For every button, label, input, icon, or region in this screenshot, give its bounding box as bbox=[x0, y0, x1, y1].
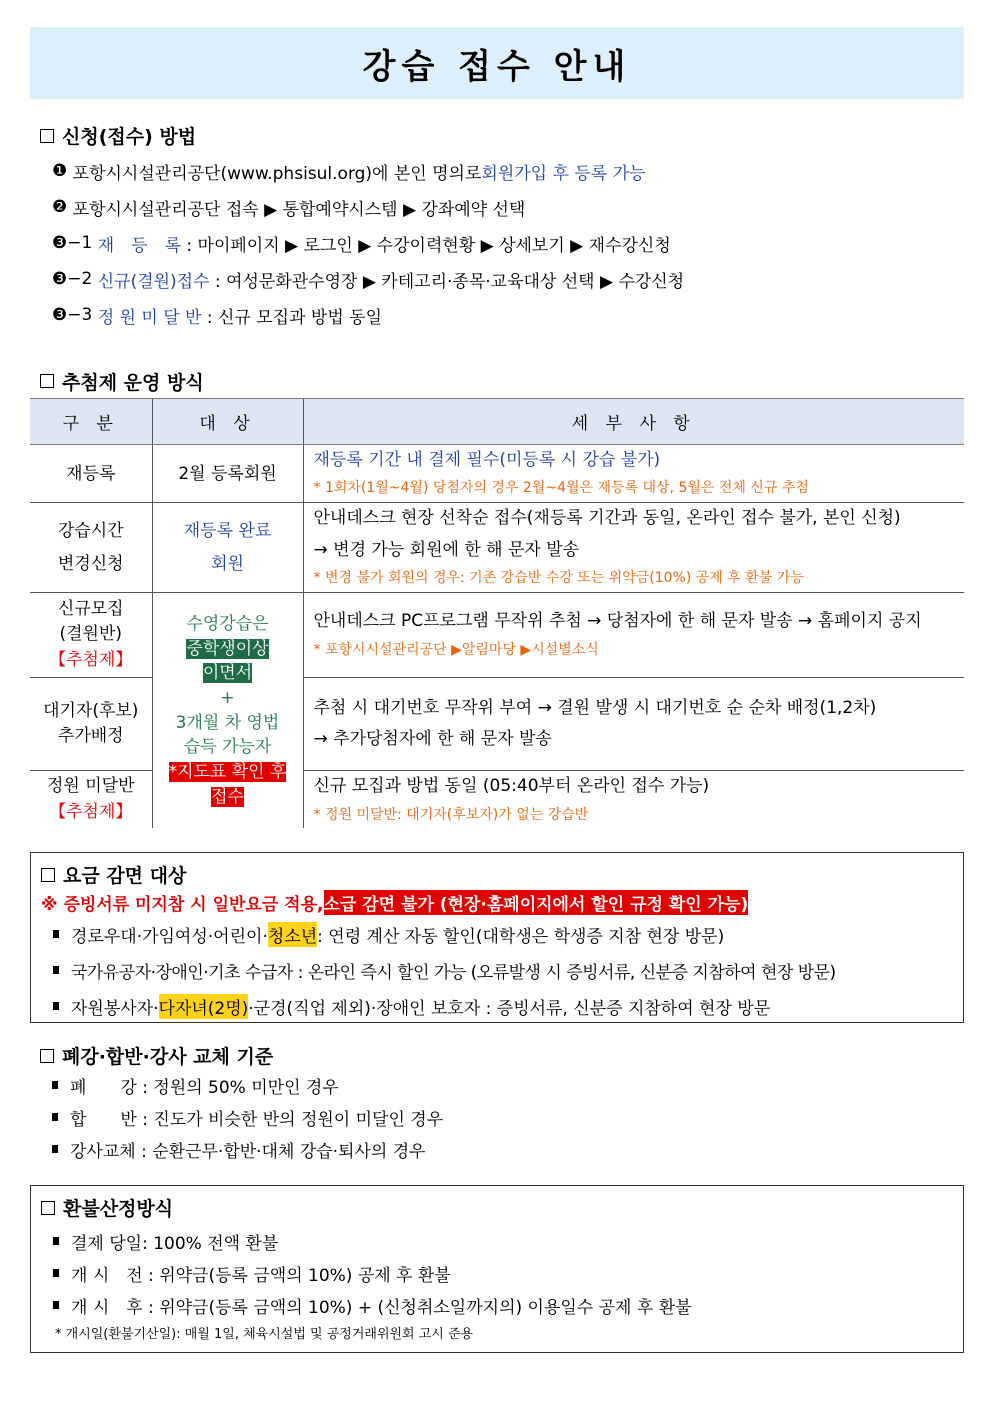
item-text: 국가유공자·장애인·기초 수급자 : 온라인 즉시 할인 가능 (오류발생 시 증빙서류, 신분증 지참하여 현장 방문) bbox=[71, 962, 836, 983]
method-line-2 bbox=[52, 189, 964, 225]
cell-text: (결원반) bbox=[59, 624, 123, 645]
highlight-text: *지도표 확인 후 bbox=[168, 762, 287, 783]
detail-text: 안내데스크 현장 선착순 접수(재등록 기간과 동일, 온라인 접수 불가, 본인 신청) bbox=[313, 508, 901, 529]
cell-text: 수영강습은 bbox=[186, 614, 269, 635]
step-number: ❸−2 bbox=[52, 269, 93, 289]
section-heading: 폐강·합반·강사 교체 기준 bbox=[62, 1046, 274, 1068]
table-row bbox=[30, 445, 964, 503]
notice-text: ※ 증빙서류 미지참 시 일반요금 적용, bbox=[41, 894, 324, 915]
category-cell bbox=[30, 593, 152, 678]
detail-cell bbox=[303, 678, 964, 771]
item-text: 개 시 후 : 위약금(등록 금액의 10%) + (신청취소일까지의) 이용일수 공제 후 환불 bbox=[71, 1297, 692, 1318]
step-text: : 신규 모집과 방법 동일 bbox=[206, 307, 382, 328]
method-line-3 bbox=[52, 225, 964, 261]
bullet-icon bbox=[52, 1145, 58, 1153]
discount-item bbox=[41, 916, 953, 952]
step-number: ❸−3 bbox=[52, 305, 93, 325]
target-cell: 2월 등록회원 bbox=[152, 445, 303, 503]
detail-text: 안내데스크 PC프로그램 무작위 추첨 → 당첨자에 한 해 문자 발송 → 홈페이지 공지 bbox=[313, 611, 922, 632]
cell-text: 【추첨제】 bbox=[49, 649, 133, 670]
detail-note: * 1회차(1월~4월) 당첨자의 경우 2월~4월은 재등록 대상, 5월은 전체 신규 추첨 bbox=[313, 480, 809, 497]
bullet-icon bbox=[53, 1237, 59, 1245]
step-number: ❷ bbox=[52, 197, 68, 217]
cell-text: 재등록 완료 bbox=[183, 521, 272, 542]
criteria-item bbox=[40, 1069, 964, 1101]
cell-text: 변경신청 bbox=[57, 553, 124, 574]
checkbox-square-icon bbox=[41, 868, 55, 882]
notice-highlight: 소급 감면 불가 (현장·홈페이지에서 할인 규정 확인 가능) bbox=[324, 890, 749, 915]
detail-text: → 변경 가능 회원에 한 해 문자 발송 bbox=[313, 539, 580, 560]
detail-note: * 포항시시설관리공단 ▶알림마당 ▶시설별소식 bbox=[313, 641, 599, 658]
checkbox-square-icon bbox=[41, 1201, 55, 1215]
table-row bbox=[30, 593, 964, 678]
cell-text: 정원 미달반 bbox=[46, 776, 135, 797]
cell-text: 3개월 차 영법 bbox=[175, 712, 280, 733]
criteria-item bbox=[40, 1133, 964, 1165]
item-text: 합 반 : 진도가 비슷한 반의 정원이 미달인 경우 bbox=[70, 1109, 444, 1130]
method-line-5 bbox=[52, 297, 964, 333]
bullet-icon bbox=[53, 966, 59, 974]
checkbox-square-icon bbox=[40, 129, 54, 143]
cancellation-section bbox=[30, 1042, 964, 1165]
section-heading: 신청(접수) 방법 bbox=[62, 126, 197, 148]
item-text: 개 시 전 : 위약금(등록 금액의 10%) 공제 후 환불 bbox=[71, 1265, 451, 1286]
bullet-icon bbox=[52, 1113, 58, 1121]
checkbox-square-icon bbox=[40, 374, 54, 388]
step-text: : 여성문화관수영장 ▶ 카테고리·종목·교육대상 선택 ▶ 수강신청 bbox=[214, 271, 685, 292]
section-heading: 환불산정방식 bbox=[63, 1198, 174, 1220]
category-cell bbox=[30, 771, 152, 829]
detail-text: 추첨 시 대기번호 무작위 부여 → 결원 발생 시 대기번호 순 순차 배정(1,2차) bbox=[313, 697, 877, 718]
item-text: : 연령 계산 자동 할인(대학생은 학생증 지참 현장 방문) bbox=[317, 926, 725, 947]
lottery-section bbox=[30, 364, 964, 828]
merged-target-cell bbox=[152, 593, 303, 829]
cell-text: + bbox=[220, 688, 235, 709]
category-cell bbox=[30, 678, 152, 771]
section-heading: 요금 감면 대상 bbox=[63, 865, 187, 887]
detail-text: 재등록 기간 내 결제 필수(미등록 시 강습 불가) bbox=[313, 450, 661, 470]
item-text: 경로우대·가임여성·어린이· bbox=[71, 926, 268, 947]
bullet-icon bbox=[53, 1269, 59, 1277]
step-highlight: 회원가입 후 등록 가능 bbox=[481, 163, 646, 184]
step-label: 신규(결원)접수 bbox=[97, 271, 210, 292]
checkbox-square-icon bbox=[40, 1049, 54, 1063]
category-cell bbox=[30, 503, 152, 593]
discount-item bbox=[41, 952, 953, 988]
step-text: 포항시시설관리공단(www.phsisul.org)에 본인 명의로 bbox=[72, 163, 482, 184]
detail-note: * 변경 불가 회원의 경우: 기존 강습반 수강 또는 위약금(10%) 공제 후 환불 가능 bbox=[313, 570, 804, 587]
fee-discount-section bbox=[30, 852, 964, 1023]
refund-note: * 개시일(환불기산일): 매월 1일, 체육시설법 및 공정거래위원회 고시 준용 bbox=[55, 1327, 474, 1342]
highlight-text: 중학생이상 bbox=[186, 638, 269, 659]
highlight-text: 접수 bbox=[211, 786, 244, 807]
item-text: 결제 당일: 100% 전액 환불 bbox=[71, 1233, 279, 1254]
item-text: ·군경(직업 제외)·장애인 보호자 : 증빙서류, 신분증 지참하여 현장 방문 bbox=[248, 998, 771, 1019]
cell-text: 추가배정 bbox=[57, 726, 124, 747]
cell-text: 【추첨제】 bbox=[49, 801, 133, 822]
bullet-icon bbox=[53, 1301, 59, 1309]
detail-text: 신규 모집과 방법 동일 (05:40부터 온라인 접수 가능) bbox=[313, 776, 710, 797]
cell-text: 강습시간 bbox=[57, 521, 124, 542]
detail-cell bbox=[303, 771, 964, 829]
lottery-table bbox=[30, 398, 964, 828]
table-row bbox=[30, 503, 964, 593]
bullet-icon bbox=[53, 930, 59, 938]
item-highlight: 청소년 bbox=[268, 922, 317, 947]
column-header: 구 분 bbox=[30, 399, 152, 445]
page-title: 강습 접수 안내 bbox=[30, 27, 964, 99]
method-line-1 bbox=[52, 153, 964, 189]
section-heading: 추첨제 운영 방식 bbox=[62, 371, 204, 394]
refund-item bbox=[41, 1289, 953, 1321]
detail-note: * 정원 미달반: 대기자(후보자)가 없는 강습반 bbox=[313, 806, 589, 823]
refund-section bbox=[30, 1185, 964, 1353]
detail-cell bbox=[303, 593, 964, 678]
detail-cell bbox=[303, 503, 964, 593]
step-label: 정 원 미 달 반 bbox=[97, 307, 202, 328]
step-label: 재 등 록 bbox=[97, 235, 181, 256]
step-text: 포항시시설관리공단 접속 ▶ 통합예약시스템 ▶ 강좌예약 선택 bbox=[72, 199, 526, 220]
item-text: 폐 강 : 정원의 50% 미만인 경우 bbox=[70, 1077, 339, 1098]
step-number: ❶ bbox=[52, 161, 68, 181]
step-text: : 마이페이지 ▶ 로그인 ▶ 수강이력현황 ▶ 상세보기 ▶ 재수강신청 bbox=[186, 235, 671, 256]
bullet-icon bbox=[53, 1002, 59, 1010]
cell-text: 대기자(후보) bbox=[43, 700, 139, 721]
detail-text: → 추가당첨자에 한 해 문자 발송 bbox=[313, 729, 552, 750]
criteria-item bbox=[40, 1101, 964, 1133]
cell-text: 습득 가능자 bbox=[183, 737, 272, 758]
item-text: 강사교체 : 순환근무·합반·대체 강습·퇴사의 경우 bbox=[70, 1141, 426, 1162]
highlight-text: 이면서 bbox=[202, 663, 253, 684]
target-cell bbox=[152, 503, 303, 593]
detail-cell bbox=[303, 445, 964, 503]
step-number: ❸−1 bbox=[52, 233, 93, 253]
application-method-section bbox=[30, 122, 964, 333]
cell-text: 회원 bbox=[211, 553, 244, 574]
column-header: 대 상 bbox=[152, 399, 303, 445]
item-text: 자원봉사자· bbox=[71, 998, 159, 1019]
item-highlight: 다자녀(2명) bbox=[159, 994, 249, 1019]
cell-text: 신규모집 bbox=[57, 598, 124, 619]
category-cell: 재등록 bbox=[30, 445, 152, 503]
refund-item bbox=[41, 1257, 953, 1289]
discount-item bbox=[41, 988, 953, 1024]
bullet-icon bbox=[52, 1081, 58, 1089]
refund-item bbox=[41, 1225, 953, 1257]
column-header: 세 부 사 항 bbox=[303, 399, 964, 445]
method-line-4 bbox=[52, 261, 964, 297]
discount-notice bbox=[41, 888, 953, 916]
